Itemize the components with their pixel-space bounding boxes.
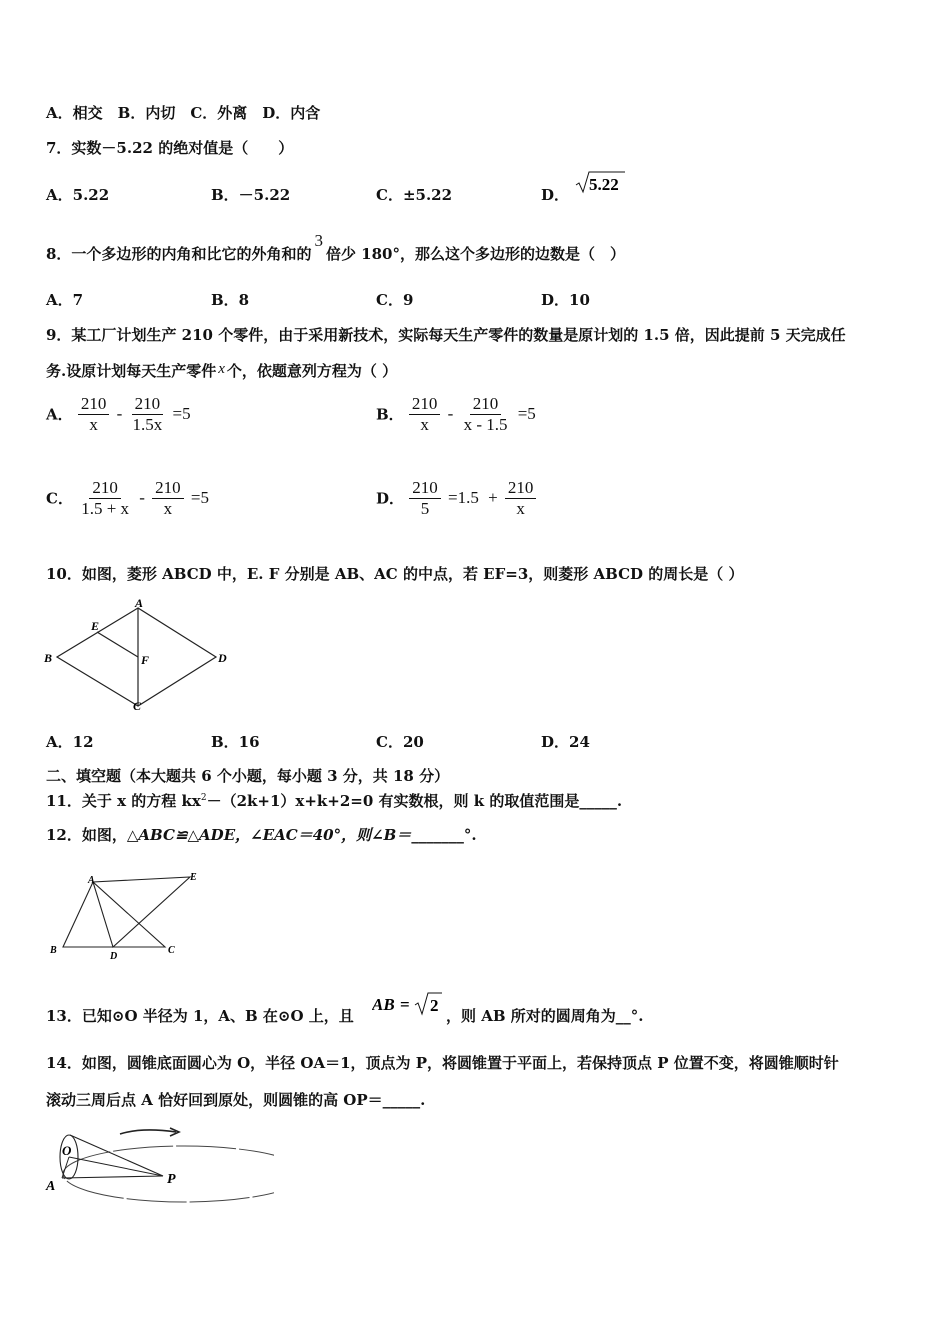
q7-sqrt-value: 5.22	[589, 175, 619, 194]
q9-option-a-label: A．	[46, 405, 73, 424]
triangle-ade	[93, 877, 190, 947]
q13-math	[372, 990, 444, 1022]
label-c: C	[133, 699, 142, 713]
q10-option-a: A．12	[46, 733, 94, 751]
q7-option-b: B．－5.22	[211, 186, 291, 204]
q8-option-a: A．7	[46, 291, 84, 309]
segment-ef	[97, 632, 138, 657]
q8-option-d: D．10	[541, 291, 590, 309]
q9-d-fraction-2	[505, 478, 537, 518]
label-a: A	[46, 1179, 56, 1194]
q14-line2: 滚动三周后点 A 恰好回到原处，则圆锥的高 OP＝_____.	[46, 1091, 426, 1109]
denominator: x	[420, 414, 429, 434]
q7-sqrt	[574, 170, 626, 198]
q9-line2-after: 个，依题意列方程为（ ）	[226, 362, 398, 380]
label-e: E	[190, 872, 197, 883]
q10-option-b: B．16	[211, 733, 260, 751]
numerator: 210	[152, 478, 184, 499]
q13-formula	[372, 990, 444, 1018]
label-f: F	[141, 653, 150, 667]
q8-factor: 3	[314, 231, 323, 250]
q11-sup: 2	[200, 793, 207, 803]
q12-stem	[46, 824, 477, 845]
minus-sign: -	[139, 488, 145, 508]
q11-stem	[46, 790, 622, 811]
label-o: O	[62, 1143, 72, 1158]
q9-line1: 9．某工厂计划生产 210 个零件，由于采用新技术，实际每天生产零件的数量是原计划的 1.5 倍，因此提前 5 天完成任	[46, 326, 846, 344]
numerator: 210	[132, 394, 164, 415]
minus-sign: -	[447, 404, 454, 424]
q10-option-c: C．20	[376, 733, 424, 751]
denominator: x	[516, 498, 525, 518]
denominator: 5	[420, 498, 430, 518]
numerator: 210	[89, 478, 121, 499]
q12-before: 12．如图，	[46, 826, 127, 844]
triangle-abc	[63, 882, 165, 947]
label-d: D	[218, 651, 227, 665]
denominator: 1.5 + x	[81, 498, 130, 518]
q7-option-c: C．±5.22	[376, 186, 453, 204]
radius-oa	[62, 1157, 69, 1178]
q9-option-c-label: C．	[46, 489, 73, 508]
label-d: D	[110, 951, 118, 962]
label-b: B	[44, 651, 53, 665]
denominator: 1.5x	[132, 414, 163, 434]
equals-five: =5	[172, 404, 191, 424]
q7-option-a: A．5.22	[46, 186, 110, 204]
q9-var: x	[218, 361, 225, 377]
q11-after: －（2k+1）x+k+2=0 有实数根，则 k 的取值范围是_____.	[206, 792, 623, 810]
q7-stem: 7．实数－5.22 的绝对值是（ ）	[46, 139, 294, 157]
label-c: C	[168, 945, 175, 956]
label-p: P	[167, 1172, 176, 1187]
q9-a-fraction-1	[78, 394, 110, 434]
denominator: x	[89, 414, 98, 434]
q14-line1: 14．如图，圆锥底面圆心为 O，半径 OA＝1，顶点为 P，将圆锥置于平面上，若保持顶点 P 位置不变，将圆锥顺时针	[46, 1054, 839, 1072]
q13-ab: AB	[372, 995, 395, 1014]
cone-diagram	[42, 1118, 274, 1204]
equals-five: =5	[517, 404, 536, 424]
q10-option-d: D．24	[541, 733, 590, 751]
q13-stem	[46, 1005, 354, 1026]
q9-option-d	[376, 478, 536, 518]
denominator: x	[163, 498, 173, 518]
rhombus-diagram	[40, 596, 240, 716]
q13-after: ，则 AB 所对的圆周角为__°.	[446, 1007, 644, 1025]
cone-edge-bottom	[62, 1176, 163, 1178]
height-op	[69, 1157, 163, 1176]
q9-c-fraction-2	[152, 478, 184, 518]
q8-option-c: C．9	[376, 291, 414, 309]
q8-stem-after: 倍少 180°，那么这个多边形的边数是（ ）	[325, 245, 625, 263]
q9-c-fraction-1	[78, 478, 132, 518]
q9-option-d-label: D．	[376, 489, 405, 508]
q9-option-b	[376, 394, 538, 434]
q8-stem-before: 8．一个多边形的内角和比它的外角和的	[46, 245, 312, 263]
q9-line2-before: 务.设原计划每天生产零件	[46, 362, 217, 380]
plus-sign: +	[488, 488, 498, 508]
rhombus-abcd	[57, 608, 216, 706]
q13-before: 13．已知⊙O 半径为 1，A、B 在⊙O 上，且	[46, 1007, 354, 1025]
section-2-heading: 二、填空题（本大题共 6 个小题，每小题 3 分，共 18 分）	[46, 767, 450, 785]
q9-b-fraction-1	[409, 394, 441, 434]
numerator: 210	[409, 394, 441, 415]
minus-sign: -	[116, 404, 123, 424]
q8-stem	[46, 231, 625, 264]
label-a: A	[88, 875, 95, 886]
q10-stem: 10．如图，菱形 ABCD 中，E. F 分别是 AB、AC 的中点，若 EF=3，则菱形 ABCD 的周长是（ ）	[46, 565, 744, 583]
q9-a-fraction-2	[130, 394, 166, 434]
q7-option-d	[541, 184, 569, 205]
q13-eq: =	[400, 995, 410, 1014]
label-a: A	[135, 596, 144, 610]
denominator: x - 1.5	[463, 414, 508, 434]
label-e: E	[91, 619, 100, 633]
triangles-diagram	[44, 868, 214, 963]
cone-edge-top	[70, 1135, 163, 1176]
q9-option-a	[46, 394, 193, 434]
equals-one-point-five: =1.5	[447, 488, 479, 508]
q8-option-b: B．8	[211, 291, 250, 309]
numerator: 210	[409, 478, 441, 499]
q9-option-b-label: B．	[376, 405, 404, 424]
q9-d-fraction-1	[409, 478, 441, 518]
numerator: 210	[470, 394, 502, 415]
q9-option-c	[46, 478, 211, 518]
sqrt-sign-icon	[574, 170, 626, 194]
rotation-arrow-icon	[120, 1130, 176, 1134]
q6-options: A．相交 B．内切 C．外离 D．内含	[46, 104, 321, 122]
equals-five: =5	[190, 488, 209, 508]
numerator: 210	[505, 478, 537, 499]
q12-math: △ABC≌△ADE，∠EAC＝40°，则∠B＝	[126, 826, 412, 844]
q9-line2	[46, 360, 397, 381]
numerator: 210	[78, 394, 110, 415]
q9-b-fraction-2	[461, 394, 511, 434]
q11-before: 11．关于 x 的方程 kx	[46, 792, 201, 810]
label-b: B	[50, 945, 57, 956]
q13-sqrt-value: 2	[430, 996, 439, 1015]
q7-option-d-label: D．	[541, 186, 570, 204]
q12-after: _______°.	[411, 826, 477, 844]
